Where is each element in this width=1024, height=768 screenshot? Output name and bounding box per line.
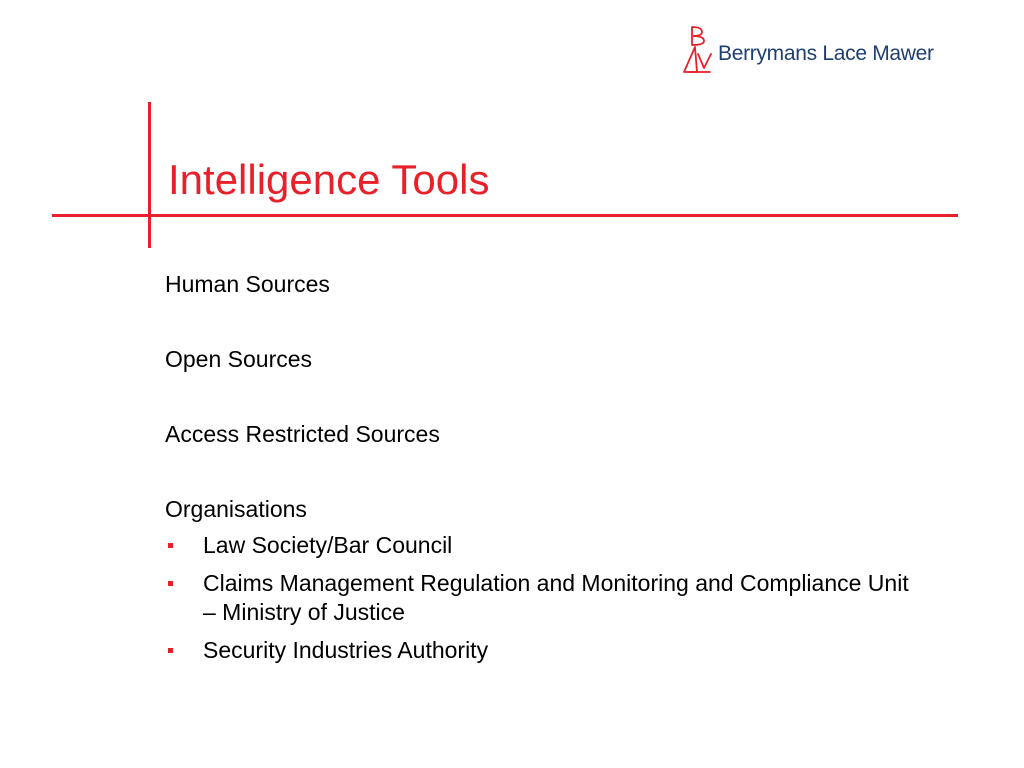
list-item-access-restricted-sources: Access Restricted Sources bbox=[165, 421, 440, 447]
bullet-item bbox=[165, 531, 925, 560]
bullet-square-icon bbox=[168, 648, 173, 653]
organisations-bullet-list bbox=[165, 531, 925, 665]
bullet-item bbox=[165, 636, 925, 665]
bullet-square-icon bbox=[168, 581, 173, 586]
slide-title: Intelligence Tools bbox=[168, 156, 490, 203]
bullet-square-icon bbox=[168, 543, 173, 548]
list-item-open-sources: Open Sources bbox=[165, 346, 313, 372]
company-name: Berrymans Lace Mawer bbox=[718, 42, 934, 65]
blm-monogram-icon bbox=[680, 24, 714, 74]
title-horizontal-rule bbox=[52, 214, 958, 217]
bullet-text: Claims Management Regulation and Monitoring and Compliance Unit – Ministry of Justice bbox=[203, 570, 909, 625]
bullet-item bbox=[165, 569, 925, 627]
title-vertical-rule bbox=[148, 102, 151, 248]
list-item-human-sources: Human Sources bbox=[165, 271, 330, 297]
company-logo bbox=[680, 24, 934, 74]
slide-body bbox=[165, 270, 925, 674]
bullet-text: Law Society/Bar Council bbox=[203, 532, 453, 558]
list-item-organisations: Organisations bbox=[165, 496, 307, 522]
bullet-text: Security Industries Authority bbox=[203, 637, 489, 663]
